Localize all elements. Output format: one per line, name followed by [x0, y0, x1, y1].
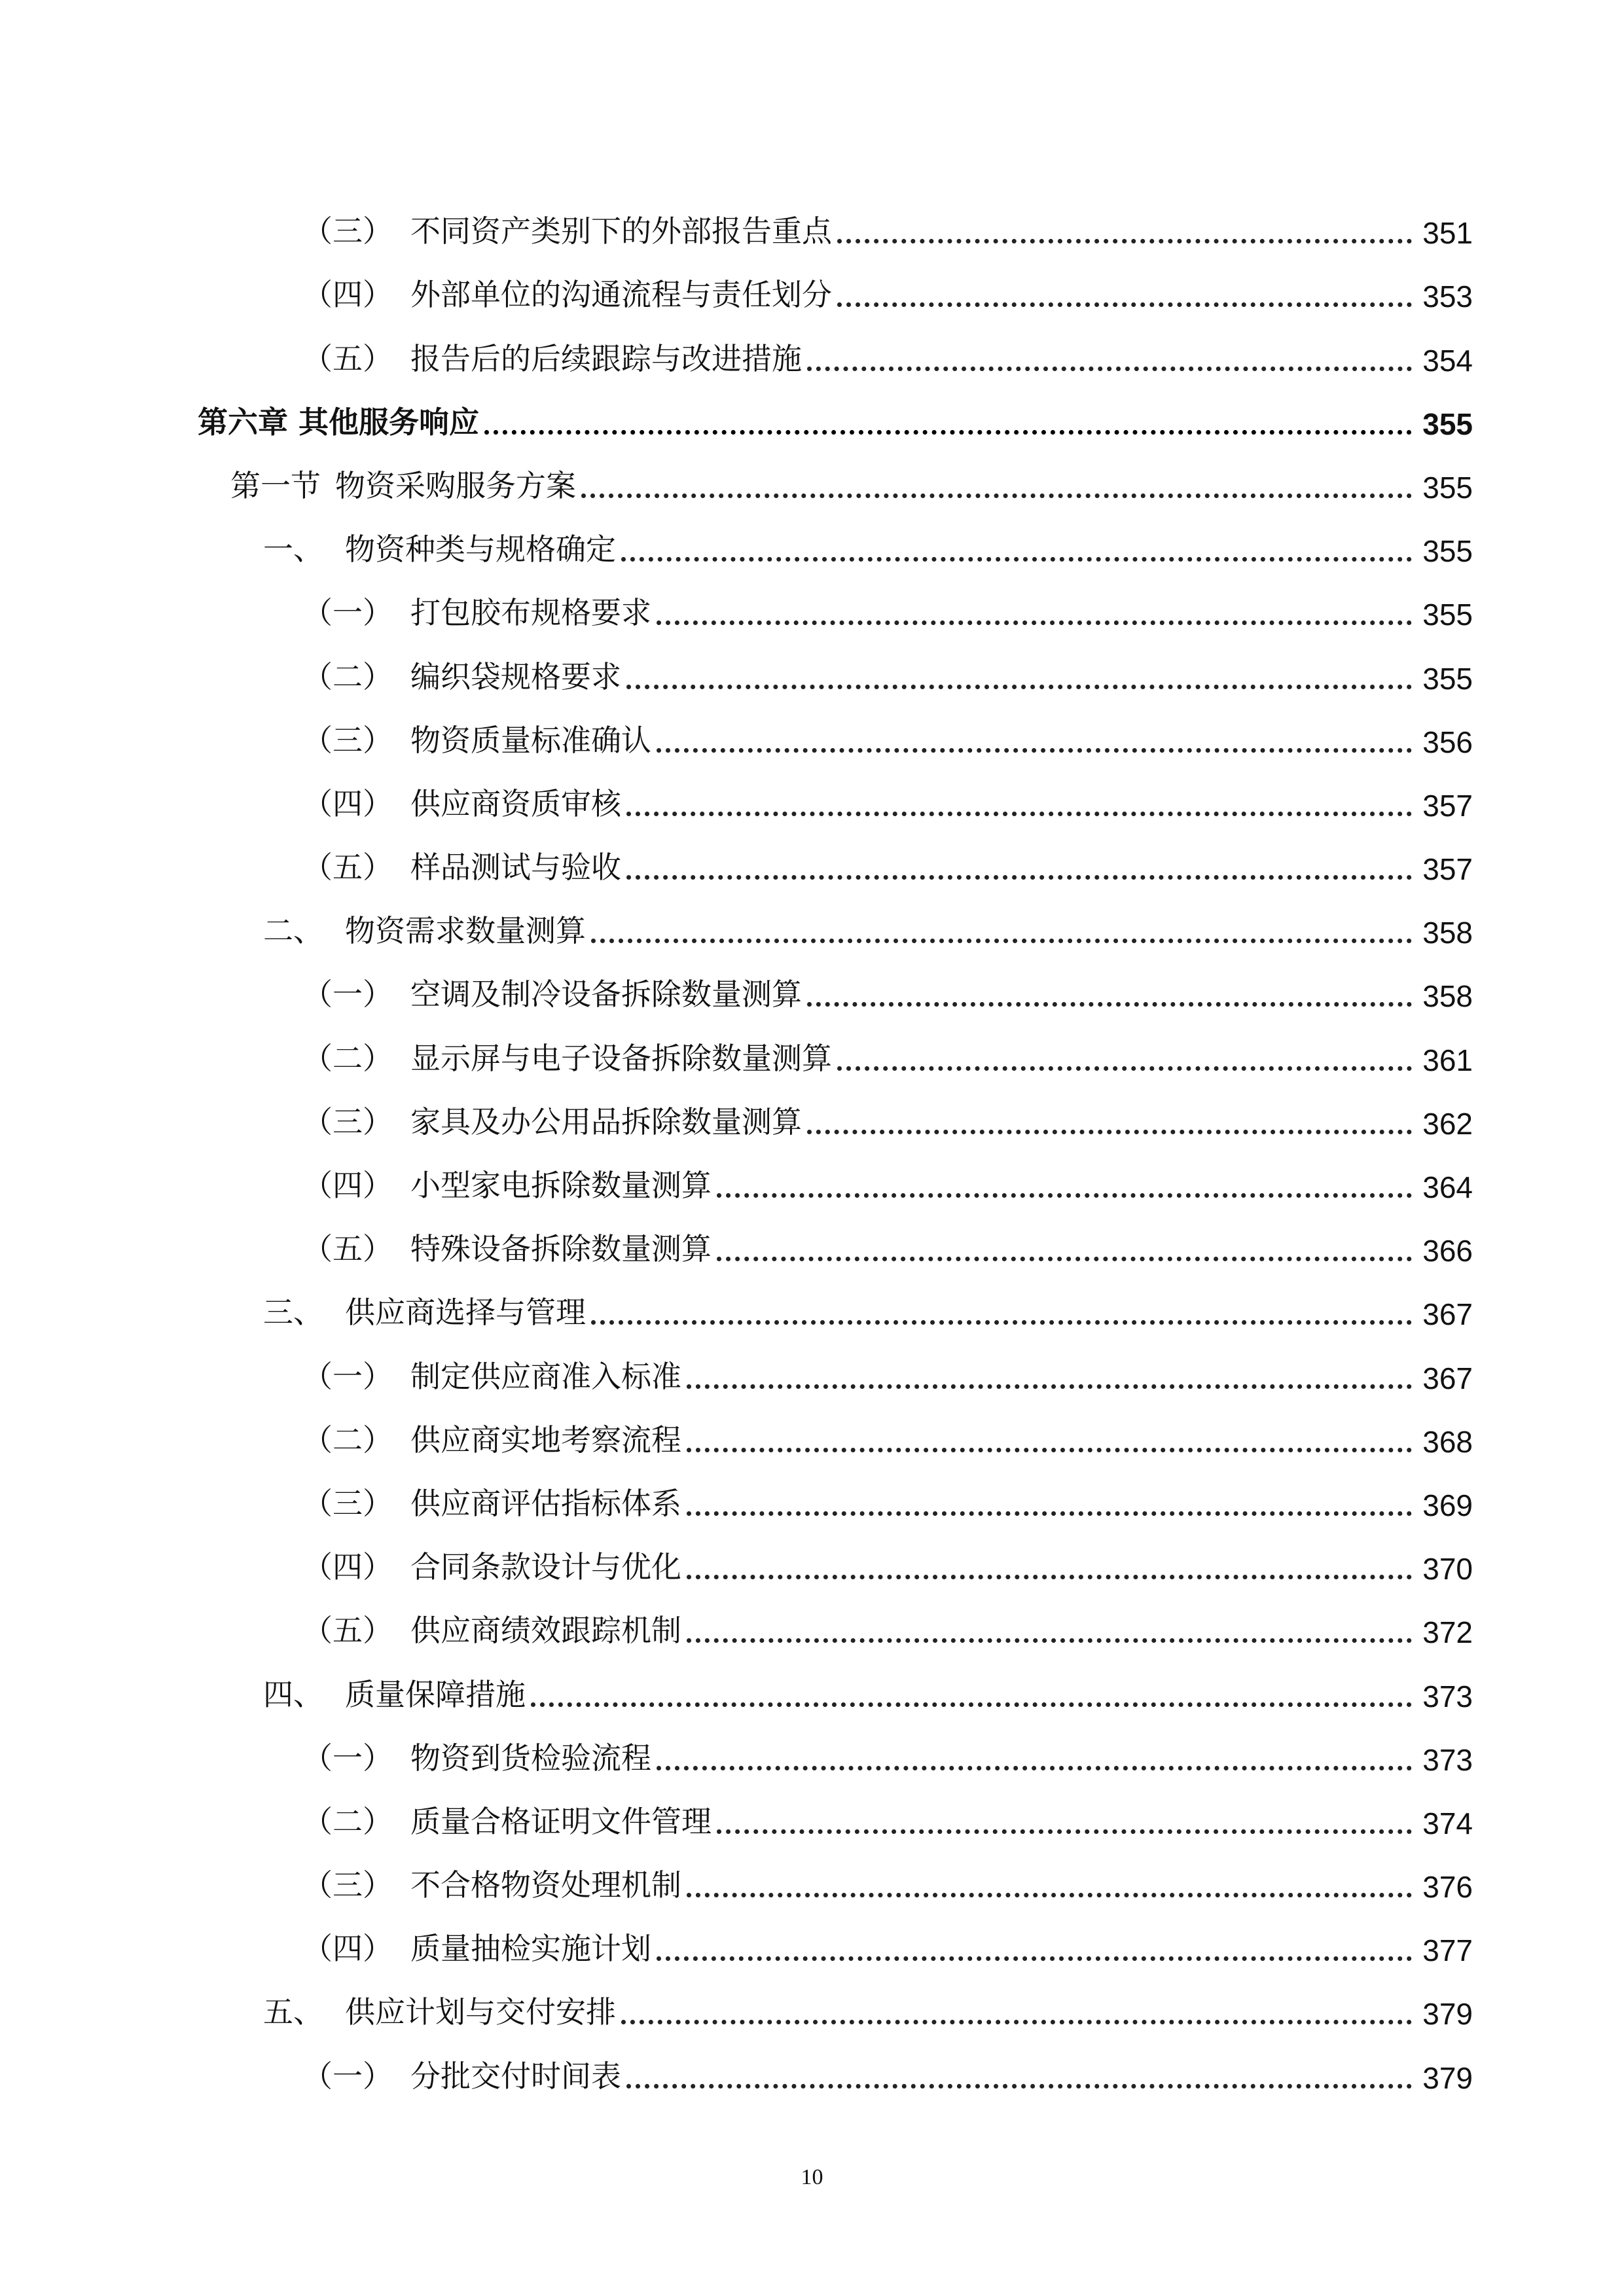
toc-entry-number: （五）	[302, 340, 393, 376]
toc-entry-title: 小型家电拆除数量测算	[410, 1168, 712, 1203]
toc-entry-page-number: 364	[1422, 1170, 1473, 1204]
toc-entry-page-number: 377	[1422, 1933, 1473, 1968]
toc-entry-title: 物资到货检验流程	[410, 1740, 651, 1776]
toc-entry-page-number: 367	[1422, 1297, 1473, 1332]
toc-entry-number: （一）	[302, 2058, 393, 2094]
toc-entry-subitem[interactable]	[198, 1850, 1473, 1914]
toc-entry-title: 空调及制冷设备拆除数量测算	[410, 977, 802, 1013]
toc-entry-subitem[interactable]	[198, 1341, 1473, 1405]
dot-leader	[807, 1130, 1412, 1134]
toc-entry-number: （四）	[302, 1931, 393, 1967]
toc-entry-number: （三）	[302, 213, 393, 249]
toc-entry-number: （三）	[302, 1103, 393, 1139]
toc-entry-title: 制定供应商准入标准	[410, 1358, 681, 1394]
toc-entry-page-number: 358	[1422, 979, 1473, 1014]
toc-entry-number: （四）	[302, 785, 393, 821]
toc-entry-page-number: 355	[1422, 406, 1473, 441]
toc-entry-page-number: 355	[1422, 470, 1473, 505]
toc-entry-subitem[interactable]	[198, 1787, 1473, 1850]
toc-entry-page-number: 372	[1422, 1615, 1473, 1650]
toc-entry-subitem[interactable]	[198, 578, 1473, 641]
dot-leader	[626, 685, 1412, 689]
toc-entry-page-number: 357	[1422, 852, 1473, 887]
toc-entry-subitem[interactable]	[198, 1151, 1473, 1214]
toc-entry-number: 一、	[263, 531, 323, 567]
toc-entry-number: （四）	[302, 1168, 393, 1203]
toc-entry-item[interactable]	[198, 896, 1473, 960]
toc-entry-page-number: 368	[1422, 1424, 1473, 1459]
dot-leader	[687, 1638, 1412, 1643]
toc-entry-number: （五）	[302, 1613, 393, 1649]
dot-leader	[717, 1257, 1412, 1261]
dot-leader	[581, 493, 1412, 498]
toc-entry-page-number: 373	[1422, 1679, 1473, 1713]
toc-entry-number: 三、	[263, 1295, 323, 1331]
dot-leader	[657, 748, 1412, 753]
toc-entry-subitem[interactable]	[198, 1914, 1473, 1977]
toc-entry-number: （四）	[302, 277, 393, 313]
toc-entry-page-number: 351	[1422, 216, 1473, 251]
toc-entry-title: 家具及办公用品拆除数量测算	[410, 1103, 802, 1139]
dot-leader	[657, 1766, 1412, 1770]
toc-entry-number: 四、	[263, 1676, 323, 1712]
dot-leader	[626, 812, 1412, 816]
toc-entry-page-number: 370	[1422, 1552, 1473, 1587]
toc-entry-title: 物资采购服务方案	[335, 467, 576, 503]
toc-entry-page-number: 367	[1422, 1361, 1473, 1395]
toc-entry-subitem[interactable]	[198, 1087, 1473, 1151]
toc-entry-subitem[interactable]	[198, 1723, 1473, 1787]
toc-entry-section[interactable]	[198, 451, 1473, 514]
toc-entry-title: 质量合格证明文件管理	[410, 1803, 712, 1839]
toc-entry-number: （一）	[302, 595, 393, 631]
toc-entry-title: 供应商实地考察流程	[410, 1422, 681, 1458]
dot-leader	[807, 1002, 1412, 1007]
toc-entry-page-number: 353	[1422, 279, 1473, 314]
toc-entry-page-number: 362	[1422, 1106, 1473, 1141]
dot-leader	[717, 1829, 1412, 1834]
toc-entry-title: 样品测试与验收	[410, 850, 621, 886]
toc-entry-item[interactable]	[198, 1659, 1473, 1723]
toc-entry-page-number: 379	[1422, 1997, 1473, 2032]
toc-entry-subitem[interactable]	[198, 1405, 1473, 1469]
toc-entry-title: 物资种类与规格确定	[345, 531, 616, 567]
toc-entry-title: 分批交付时间表	[410, 2058, 621, 2094]
toc-entry-title: 其他服务响应	[298, 404, 479, 440]
toc-entry-number: （三）	[302, 1485, 393, 1521]
toc-entry-item[interactable]	[198, 1977, 1473, 2041]
dot-leader	[837, 1066, 1412, 1071]
toc-entry-subitem[interactable]	[198, 2041, 1473, 2104]
toc-entry-number: （二）	[302, 1040, 393, 1076]
toc-entry-page-number: 358	[1422, 916, 1473, 950]
toc-entry-title: 打包胶布规格要求	[410, 595, 651, 631]
toc-entry-subitem[interactable]	[198, 323, 1473, 387]
toc-entry-title: 外部单位的沟通流程与责任划分	[410, 277, 832, 313]
dot-leader	[626, 2084, 1412, 2089]
toc-entry-page-number: 376	[1422, 1870, 1473, 1905]
toc-entry-title: 编织袋规格要求	[410, 658, 621, 694]
toc-entry-chapter[interactable]	[198, 387, 1473, 451]
dot-leader	[621, 2020, 1412, 2024]
toc-entry-title: 质量保障措施	[345, 1676, 526, 1712]
toc-entry-page-number: 357	[1422, 788, 1473, 823]
toc-entry-page-number: 373	[1422, 1742, 1473, 1777]
toc-entry-page-number: 361	[1422, 1043, 1473, 1077]
toc-entry-number: 二、	[263, 913, 323, 949]
toc-entry-subitem[interactable]	[198, 833, 1473, 896]
toc-entry-number: （一）	[302, 977, 393, 1013]
toc-entry-subitem[interactable]	[198, 706, 1473, 769]
toc-entry-subitem[interactable]	[198, 960, 1473, 1023]
toc-entry-subitem[interactable]	[198, 769, 1473, 833]
table-of-contents	[198, 196, 1473, 2105]
toc-entry-item[interactable]	[198, 514, 1473, 578]
dot-leader	[484, 430, 1412, 435]
toc-entry-title: 供应计划与交付安排	[345, 1994, 616, 2030]
toc-entry-subitem[interactable]	[198, 1214, 1473, 1278]
toc-entry-title: 报告后的后续跟踪与改进措施	[410, 340, 802, 376]
toc-entry-number: 第一节	[230, 467, 321, 503]
dot-leader	[621, 557, 1412, 562]
toc-entry-title: 物资需求数量测算	[345, 913, 586, 949]
toc-entry-number: （四）	[302, 1549, 393, 1585]
toc-entry-title: 供应商评估指标体系	[410, 1485, 681, 1521]
toc-entry-number: 第六章	[198, 404, 288, 440]
toc-entry-subitem[interactable]	[198, 260, 1473, 323]
toc-entry-title: 不合格物资处理机制	[410, 1867, 681, 1903]
toc-entry-number: （三）	[302, 1867, 393, 1903]
dot-leader	[687, 1448, 1412, 1452]
toc-entry-page-number: 379	[1422, 2060, 1473, 2095]
toc-entry-page-number: 374	[1422, 1806, 1473, 1840]
toc-entry-number: （五）	[302, 1231, 393, 1267]
footer-page-number: 10	[801, 2165, 823, 2189]
dot-leader	[626, 875, 1412, 880]
dot-leader	[687, 1893, 1412, 1897]
toc-entry-subitem[interactable]	[198, 1023, 1473, 1086]
toc-entry-page-number: 369	[1422, 1488, 1473, 1522]
toc-entry-title: 物资质量标准确认	[410, 722, 651, 758]
toc-entry-page-number: 355	[1422, 661, 1473, 696]
toc-entry-page-number: 356	[1422, 725, 1473, 759]
toc-entry-title: 显示屏与电子设备拆除数量测算	[410, 1040, 832, 1076]
toc-entry-title: 质量抽检实施计划	[410, 1931, 651, 1967]
toc-entry-subitem[interactable]	[198, 1469, 1473, 1532]
toc-entry-subitem[interactable]	[198, 196, 1473, 260]
toc-entry-subitem[interactable]	[198, 1596, 1473, 1659]
dot-leader	[687, 1575, 1412, 1579]
toc-entry-title: 不同资产类别下的外部报告重点	[410, 213, 832, 249]
toc-entry-subitem[interactable]	[198, 641, 1473, 705]
toc-entry-title: 供应商资质审核	[410, 785, 621, 821]
dot-leader	[531, 1702, 1412, 1707]
toc-entry-title: 供应商绩效跟踪机制	[410, 1613, 681, 1649]
toc-entry-subitem[interactable]	[198, 1532, 1473, 1596]
toc-entry-number: （三）	[302, 722, 393, 758]
toc-entry-title: 合同条款设计与优化	[410, 1549, 681, 1585]
toc-entry-number: （一）	[302, 1740, 393, 1776]
toc-entry-number: （二）	[302, 1803, 393, 1839]
dot-leader	[837, 302, 1412, 307]
toc-entry-title: 供应商选择与管理	[345, 1295, 586, 1331]
dot-leader	[657, 620, 1412, 625]
dot-leader	[807, 367, 1412, 371]
toc-entry-number: 五、	[263, 1994, 323, 2030]
dot-leader	[687, 1384, 1412, 1389]
toc-entry-page-number: 366	[1422, 1234, 1473, 1268]
toc-entry-number: （二）	[302, 658, 393, 694]
toc-entry-page-number: 354	[1422, 343, 1473, 378]
toc-entry-number: （一）	[302, 1358, 393, 1394]
toc-entry-title: 特殊设备拆除数量测算	[410, 1231, 712, 1267]
toc-entry-page-number: 355	[1422, 598, 1473, 632]
dot-leader	[591, 1320, 1412, 1325]
dot-leader	[717, 1193, 1412, 1198]
dot-leader	[837, 239, 1412, 243]
dot-leader	[657, 1956, 1412, 1961]
toc-entry-number: （五）	[302, 850, 393, 886]
toc-entry-number: （二）	[302, 1422, 393, 1458]
dot-leader	[591, 939, 1412, 943]
toc-entry-item[interactable]	[198, 1278, 1473, 1341]
dot-leader	[687, 1511, 1412, 1516]
toc-entry-page-number: 355	[1422, 534, 1473, 569]
